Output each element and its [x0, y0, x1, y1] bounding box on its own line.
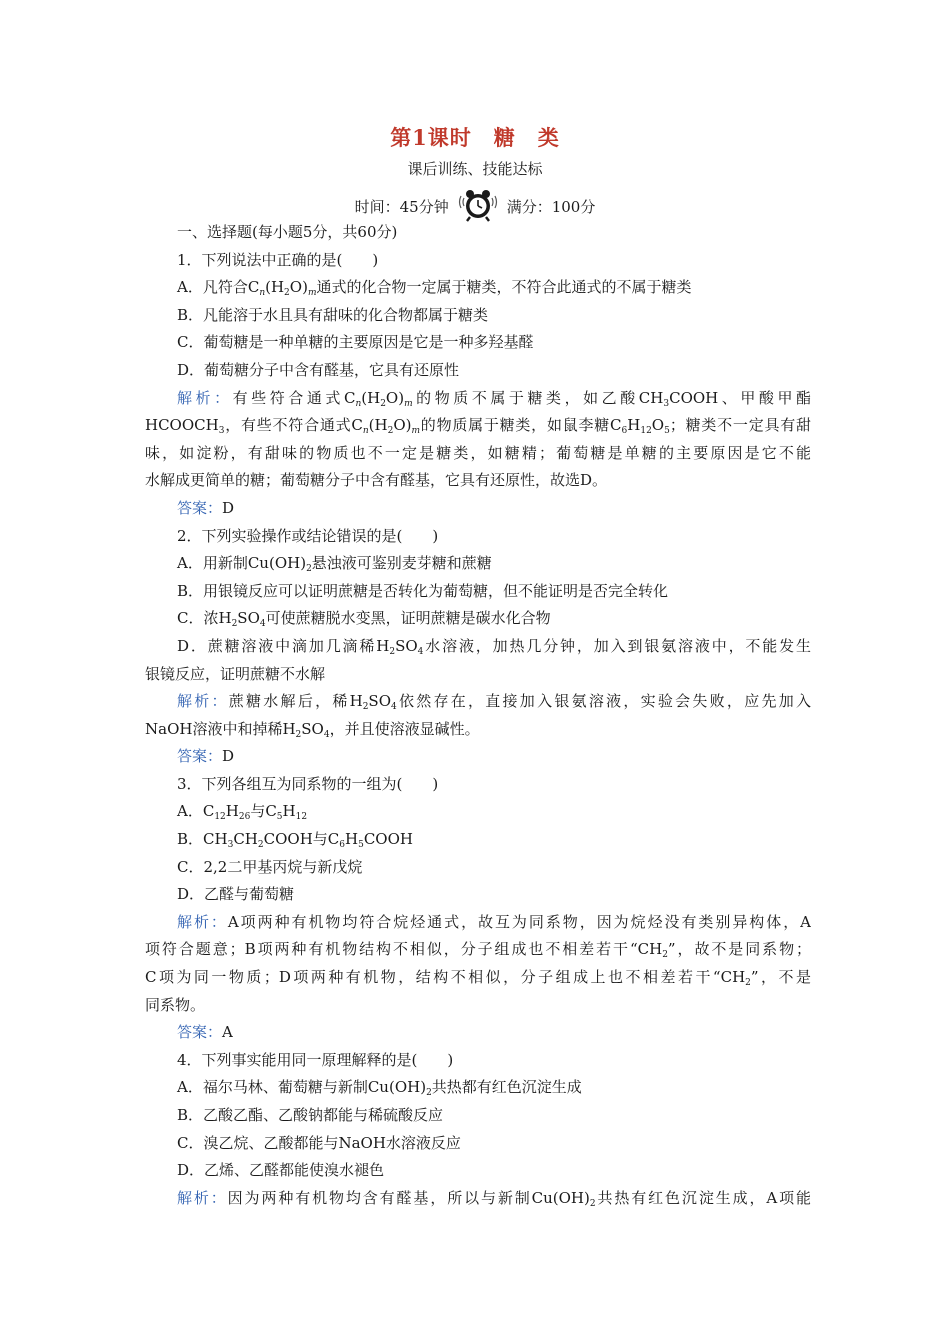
question-4-option-c: C．溴乙烷、乙酸都能与NaOH水溶液反应 — [177, 1133, 461, 1152]
question-3-analysis-line: 解析：A项两种有机物均符合烷烃通式，故互为同系物，因为烷烃没有类别异构体，A — [177, 912, 811, 931]
question-1-option-b: B．凡能溶于水且具有甜味的化合物都属于糖类 — [177, 305, 489, 324]
question-2-option-d: D．蔗糖溶液中滴加几滴稀$H_2SO_4$水溶液，加热几分钟，加入到银氨溶液中，不能发生 — [177, 636, 811, 657]
analysis-label: 解析： — [177, 912, 228, 931]
question-2-option-a: A．用新制$Cu(OH)_2$悬浊液可鉴别麦芽糖和蔗糖 — [177, 554, 492, 575]
question-4-option-b: B．乙酸乙酯、乙酸钠都能与稀硫酸反应 — [177, 1106, 444, 1124]
question-3-analysis-line: C项为同一物质；D项两种有机物，结构不相似，分子组成上也不相差若干“$CH_2$”，不是 — [145, 968, 811, 989]
analysis-label: 解析： — [177, 388, 233, 407]
full-score: 满分：100分 — [506, 197, 596, 216]
question-2-option-d-cont: 银镜反应，证明蔗糖不水解 — [145, 664, 326, 683]
answer-label: 答案： — [177, 1023, 223, 1042]
answer-label: 答案： — [177, 498, 223, 517]
question-1-analysis-line: 水解成更简单的糖；葡萄糖分子中含有醛基，它具有还原性，故选D。 — [145, 471, 608, 490]
page-subtitle: 课后训练、技能达标 — [407, 160, 543, 178]
question-2-stem: 2．下列实验操作或结论错误的是( ) — [177, 526, 439, 545]
question-1-stem: 1．下列说法中正确的是( ) — [177, 250, 379, 269]
question-4-option-d: D．乙烯、乙醛都能使溴水褪色 — [177, 1161, 385, 1180]
question-1-analysis-line: $HCOOCH_3$，有些不符合通式$C_n(H_2O)_m$的物质属于糖类，如鼠李糖$C_6H_{12}O_5$；糖类不一定具有甜 — [145, 416, 811, 437]
analysis-label: 解析： — [177, 692, 229, 711]
page-title: 第1课时 糖 类 — [390, 125, 560, 150]
question-1-option-d: D．葡萄糖分子中含有醛基，它具有还原性 — [177, 360, 460, 379]
question-1-option-a: A．凡符合$C_n(H_2O)_m$通式的化合物一定属于糖类，不符合此通式的不属于糖类 — [177, 278, 692, 299]
question-3-analysis-line: 项符合题意；B项两种有机物结构不相似，分子组成也不相差若干“$CH_2$”，故不是同系物； — [145, 940, 811, 961]
question-2-option-b: B．用银镜反应可以证明蔗糖是否转化为葡萄糖，但不能证明是否完全转化 — [177, 581, 669, 600]
question-1-answer: 答案：D — [177, 498, 235, 517]
question-2-answer: 答案：D — [177, 747, 235, 766]
question-3-analysis-line: 同系物。 — [145, 995, 206, 1014]
time-limit: 时间：45分钟 — [354, 197, 449, 216]
question-1-analysis-line: 味，如淀粉，有甜味的物质也不一定是糖类，如糖精；葡萄糖是单糖的主要原因是它不能 — [145, 443, 811, 462]
section-heading: 一、选择题(每小题5分，共60分) — [177, 223, 398, 241]
question-1-option-c: C．葡萄糖是一种单糖的主要原因是它是一种多羟基醛 — [177, 333, 534, 352]
question-3-option-c: C．2,2二甲基丙烷与新戊烷 — [177, 857, 363, 876]
answer-label: 答案： — [177, 747, 223, 766]
analysis-label: 解析： — [177, 1188, 228, 1207]
question-4-analysis-line: 解析：因为两种有机物均含有醛基，所以与新制$Cu(OH)_2$共热有红色沉淀生成，A项能 — [177, 1188, 811, 1209]
question-1-analysis-line: 解析：有些符合通式$C_n(H_2O)_m$的物质不属于糖类，如乙酸$CH_3COOH$、甲酸甲酯 — [177, 388, 811, 409]
question-3-stem: 3．下列各组互为同系物的一组为( ) — [177, 774, 439, 793]
question-4-stem: 4．下列事实能用同一原理解释的是( ) — [177, 1050, 454, 1069]
question-4-option-a: A．福尔马林、葡萄糖与新制$Cu(OH)_2$共热都有红色沉淀生成 — [177, 1078, 582, 1099]
question-2-analysis-line: NaOH溶液中和掉稀$H_2SO_4$，并且使溶液显碱性。 — [145, 719, 480, 740]
content — [145, 219, 811, 1212]
question-3-option-b: B．$CH_3CH_2COOH$与$C_6H_5COOH$ — [177, 830, 413, 851]
question-3-option-d: D．乙醛与葡萄糖 — [177, 885, 295, 904]
question-3-option-a: A．$C_{12}H_{26}$与$C_5H_{12}$ — [177, 802, 308, 823]
question-3-answer: 答案：A — [177, 1023, 233, 1042]
question-2-analysis-line: 解析：蔗糖水解后，稀$H_2SO_4$依然存在，直接加入银氨溶液，实验会失败，应先加入 — [177, 692, 811, 713]
question-2-option-c: C．浓$H_2SO_4$可使蔗糖脱水变黑，证明蔗糖是碳水化合物 — [177, 609, 551, 630]
